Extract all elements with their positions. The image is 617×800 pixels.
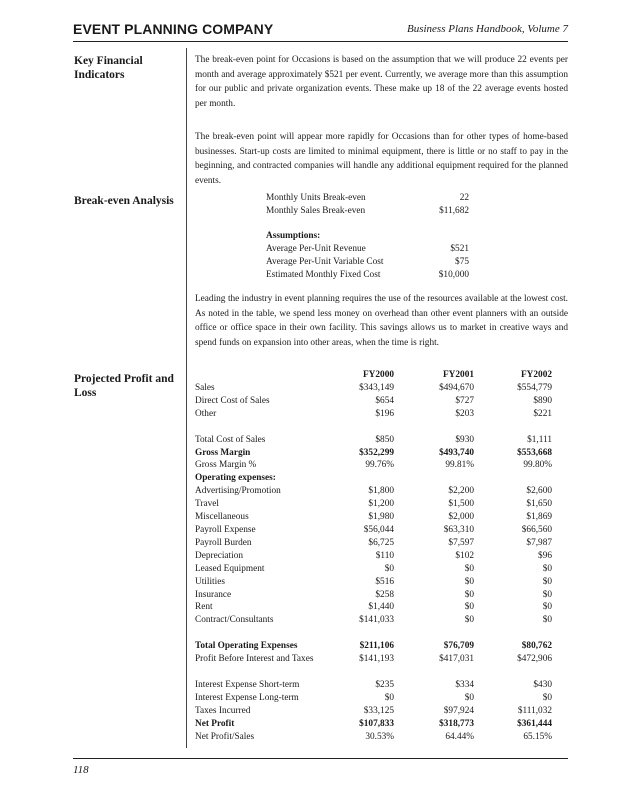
section-title-key-financial: Key Financial Indicators <box>74 55 143 81</box>
section-title-projected: Projected Profit and Loss <box>74 373 174 399</box>
row-value: $1,111 <box>527 434 552 445</box>
page-number: 118 <box>73 764 89 776</box>
row-value: $494,670 <box>439 382 474 393</box>
table-row <box>195 563 552 576</box>
profit-loss-table <box>195 369 552 744</box>
row-value: $343,149 <box>359 382 394 393</box>
row-label: Contract/Consultants <box>195 615 274 626</box>
row-value: $1,440 <box>368 602 394 613</box>
table-row <box>195 576 552 589</box>
row-value: $1,869 <box>526 512 552 523</box>
row-value: $56,044 <box>363 524 394 535</box>
assumption-label: Estimated Monthly Fixed Cost <box>266 270 381 280</box>
row-label: Utilities <box>195 576 225 587</box>
assumption-value: $75 <box>455 257 469 267</box>
row-value: $727 <box>455 395 474 406</box>
row-value: $76,709 <box>443 641 474 652</box>
row-value: $0 <box>384 692 394 703</box>
row-value: $2,600 <box>526 486 552 497</box>
header-book-title: Business Plans Handbook, Volume 7 <box>406 23 568 35</box>
table-row <box>195 511 552 524</box>
row-value: $0 <box>542 615 552 626</box>
row-value: $96 <box>538 550 552 561</box>
row-value: 99.76% <box>365 460 394 471</box>
row-value: 65.15% <box>523 731 552 742</box>
row-value: $7,987 <box>526 537 552 548</box>
row-value: $417,031 <box>439 654 474 665</box>
assumption-label: Average Per-Unit Revenue <box>266 244 366 254</box>
assumption-row <box>266 256 469 269</box>
table-row <box>195 459 552 472</box>
row-value: $553,668 <box>517 447 552 458</box>
row-value <box>335 472 394 485</box>
row-value: $318,773 <box>439 718 474 729</box>
row-value: $235 <box>375 680 394 691</box>
row-label: Taxes Incurred <box>195 705 251 716</box>
break-even-row <box>266 192 469 205</box>
row-value: $654 <box>375 395 394 406</box>
spacer-cell <box>195 666 552 679</box>
spacer-cell <box>195 627 552 640</box>
row-value: $97,924 <box>443 705 474 716</box>
table-row <box>195 640 552 653</box>
row-value: $102 <box>455 550 474 561</box>
row-value: $2,200 <box>448 486 474 497</box>
assumptions-title: Assumptions: <box>266 231 321 241</box>
break-even-label: Monthly Units Break-even <box>266 193 366 203</box>
paragraph-3: Leading the industry in event planning requires the use of the resources available at the lowest cost. As noted in the table, we spend less money on overhead than other event planners with an outside office or office space in their own facility. This savings allows us to market in creative ways and spend funds on expansion into other areas, when the time is right. <box>195 294 568 348</box>
break-even-value: 22 <box>459 193 469 203</box>
row-value: $196 <box>375 408 394 419</box>
row-label: Gross Margin <box>195 447 251 458</box>
column-divider <box>186 48 187 748</box>
row-value: $66,560 <box>521 524 552 535</box>
row-value: $6,725 <box>368 537 394 548</box>
footer-rule <box>73 758 568 759</box>
running-header <box>73 21 568 39</box>
row-label: Total Cost of Sales <box>195 434 266 445</box>
year-header: FY2002 <box>521 370 552 380</box>
row-label: Net Profit/Sales <box>195 731 255 742</box>
row-value: $63,310 <box>443 524 474 535</box>
paragraph-1: The break-even point for Occasions is based on the assumption that we will produce 22 events per month and average approximately $521 per event. Currently, we average more than this assumption for our public and private organization events. These make up 18 of the 22 average events hosted per month. <box>195 55 568 109</box>
table-row <box>195 408 552 421</box>
row-value: $110 <box>375 550 394 561</box>
table-row <box>195 589 552 602</box>
table-row <box>195 731 552 744</box>
row-value: $890 <box>533 395 552 406</box>
table-row <box>195 614 552 627</box>
table-row <box>195 395 552 408</box>
table-row <box>195 434 552 447</box>
row-label: Interest Expense Long-term <box>195 692 299 703</box>
header-blank-cell <box>195 369 335 382</box>
table-row <box>195 679 552 692</box>
year-header: FY2001 <box>443 370 474 380</box>
row-value: $2,000 <box>448 512 474 523</box>
break-even-row <box>266 205 469 218</box>
spacer-row <box>195 421 552 434</box>
row-label: Payroll Burden <box>195 537 252 548</box>
row-value: $493,740 <box>439 447 474 458</box>
row-value: $1,800 <box>368 486 394 497</box>
row-value: $0 <box>464 563 474 574</box>
row-label: Profit Before Interest and Taxes <box>195 654 314 665</box>
row-value: $0 <box>464 602 474 613</box>
paragraph-2: The break-even point will appear more rapidly for Occasions than for other types of home-based businesses. Start-up costs are limited to minimal equipment, there is little or no staff to pay in the beginning, and contracted companies will handle any additional equipment required for the planned events. <box>195 132 568 186</box>
assumption-value: $10,000 <box>438 270 469 280</box>
table-row <box>195 498 552 511</box>
row-value: $141,193 <box>359 654 394 665</box>
row-value: $361,444 <box>517 718 552 729</box>
assumption-label: Average Per-Unit Variable Cost <box>266 257 384 267</box>
break-even-value: $11,682 <box>439 206 469 216</box>
row-label: Net Profit <box>195 718 235 729</box>
row-label: Payroll Expense <box>195 524 256 535</box>
row-value: $0 <box>464 692 474 703</box>
assumption-value: $521 <box>450 244 469 254</box>
break-even-label: Monthly Sales Break-even <box>266 206 366 216</box>
row-value: $0 <box>542 589 552 600</box>
year-header: FY2000 <box>363 370 394 380</box>
row-value: $141,033 <box>359 615 394 626</box>
table-row <box>195 601 552 614</box>
row-value <box>474 472 552 485</box>
row-value: 99.80% <box>523 460 552 471</box>
table-row <box>195 653 552 666</box>
table-row <box>195 705 552 718</box>
row-label: Total Operating Expenses <box>195 641 298 652</box>
spacer-cell <box>195 421 552 434</box>
row-value: $930 <box>455 434 474 445</box>
row-value: $258 <box>375 589 394 600</box>
assumption-row <box>266 269 469 282</box>
row-value: $0 <box>464 589 474 600</box>
row-value: $0 <box>384 563 394 574</box>
row-value: $430 <box>533 680 552 691</box>
row-label: Rent <box>195 602 213 613</box>
row-value: $1,200 <box>368 499 394 510</box>
row-value: $352,299 <box>359 447 394 458</box>
row-value: $211,106 <box>359 641 394 652</box>
row-label: Leased Equipment <box>195 563 265 574</box>
row-value: $1,980 <box>368 512 394 523</box>
row-value: $111,032 <box>517 705 552 716</box>
table-row <box>195 537 552 550</box>
row-value: $0 <box>542 563 552 574</box>
header-company-name: EVENT PLANNING COMPANY <box>73 21 274 37</box>
row-value: $1,650 <box>526 499 552 510</box>
row-value: $203 <box>455 408 474 419</box>
table-row <box>195 550 552 563</box>
row-label: Advertising/Promotion <box>195 486 281 497</box>
row-value: $0 <box>542 692 552 703</box>
row-label: Sales <box>195 382 215 393</box>
row-value: $0 <box>464 615 474 626</box>
row-value: $0 <box>542 576 552 587</box>
row-label: Direct Cost of Sales <box>195 395 270 406</box>
row-value: $80,762 <box>521 641 552 652</box>
row-label: Insurance <box>195 589 232 600</box>
section-title-break-even: Break-even Analysis <box>74 195 174 207</box>
row-value: 99.81% <box>445 460 474 471</box>
row-value: $472,906 <box>517 654 552 665</box>
table-row <box>195 692 552 705</box>
row-value: $334 <box>455 680 474 691</box>
row-value <box>394 472 474 485</box>
table-row <box>195 472 552 485</box>
row-label: Miscellaneous <box>195 512 249 523</box>
row-value: $0 <box>542 602 552 613</box>
row-value: $1,500 <box>448 499 474 510</box>
row-value: 64.44% <box>445 731 474 742</box>
row-value: 30.53% <box>365 731 394 742</box>
row-label: Depreciation <box>195 550 244 561</box>
row-value: $554,779 <box>517 382 552 393</box>
row-value: $221 <box>533 408 552 419</box>
table-header-row <box>195 369 552 382</box>
row-label: Operating expenses: <box>195 473 276 484</box>
row-value: $107,833 <box>359 718 394 729</box>
row-value: $850 <box>375 434 394 445</box>
table-row <box>195 382 552 395</box>
table-row <box>195 718 552 731</box>
row-label: Gross Margin % <box>195 460 257 471</box>
header-rule <box>73 41 568 42</box>
row-value: $0 <box>464 576 474 587</box>
row-value: $33,125 <box>363 705 394 716</box>
row-label: Travel <box>195 499 219 510</box>
row-value: $7,597 <box>448 537 474 548</box>
table-row <box>195 447 552 460</box>
row-label: Interest Expense Short-term <box>195 680 300 691</box>
row-label: Other <box>195 408 217 419</box>
assumption-row <box>266 243 469 256</box>
table-row <box>195 524 552 537</box>
table-row <box>195 485 552 498</box>
spacer-row <box>195 666 552 679</box>
spacer-row <box>195 627 552 640</box>
row-value: $516 <box>375 576 394 587</box>
